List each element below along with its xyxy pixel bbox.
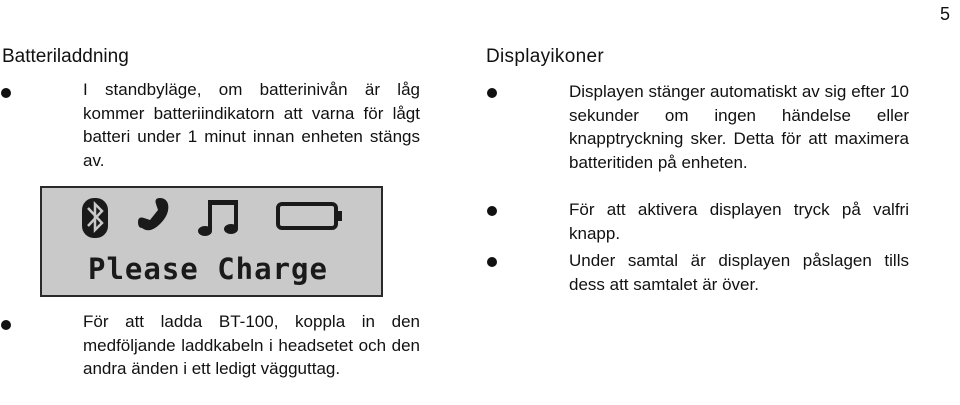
bluetooth-icon [82, 198, 108, 238]
lcd-text: Please Charge [88, 252, 328, 286]
list-item-text: För att aktivera displayen tryck på valfri knapp. [569, 200, 909, 243]
section-heading-display-icons: Displayikoner [486, 46, 604, 67]
list-item-text: Under samtal är displayen påslagen tills dess att samtalet är över. [569, 251, 909, 294]
list-item-text: För att ladda BT-100, koppla in den medföljande laddkabeln i headsetet och den andra änden i ett ledigt vägguttag. [83, 312, 420, 379]
music-note-icon [198, 200, 238, 236]
bullet-icon [487, 257, 497, 267]
bullet-icon [487, 206, 497, 216]
bullet-icon [1, 88, 11, 98]
list-item-text: I standbyläge, om batterinivån är låg kommer batteriindikatorn att varna för lågt batteri under 1 minut innan enheten stängs av. [83, 80, 420, 170]
empty-battery-icon [278, 204, 342, 228]
bullet-icon [487, 88, 497, 98]
bullet-icon [1, 320, 11, 330]
lcd-display-illustration [40, 186, 383, 297]
page-number: 5 [939, 4, 950, 24]
phone-icon [138, 198, 168, 230]
section-heading-battery-charging: Batteriladdning [2, 46, 129, 67]
list-item-text: Displayen stänger automatiskt av sig efter 10 sekunder om ingen händelse eller knapptryckning sker. Detta för att maximera batteritiden på enheten. [569, 82, 909, 172]
